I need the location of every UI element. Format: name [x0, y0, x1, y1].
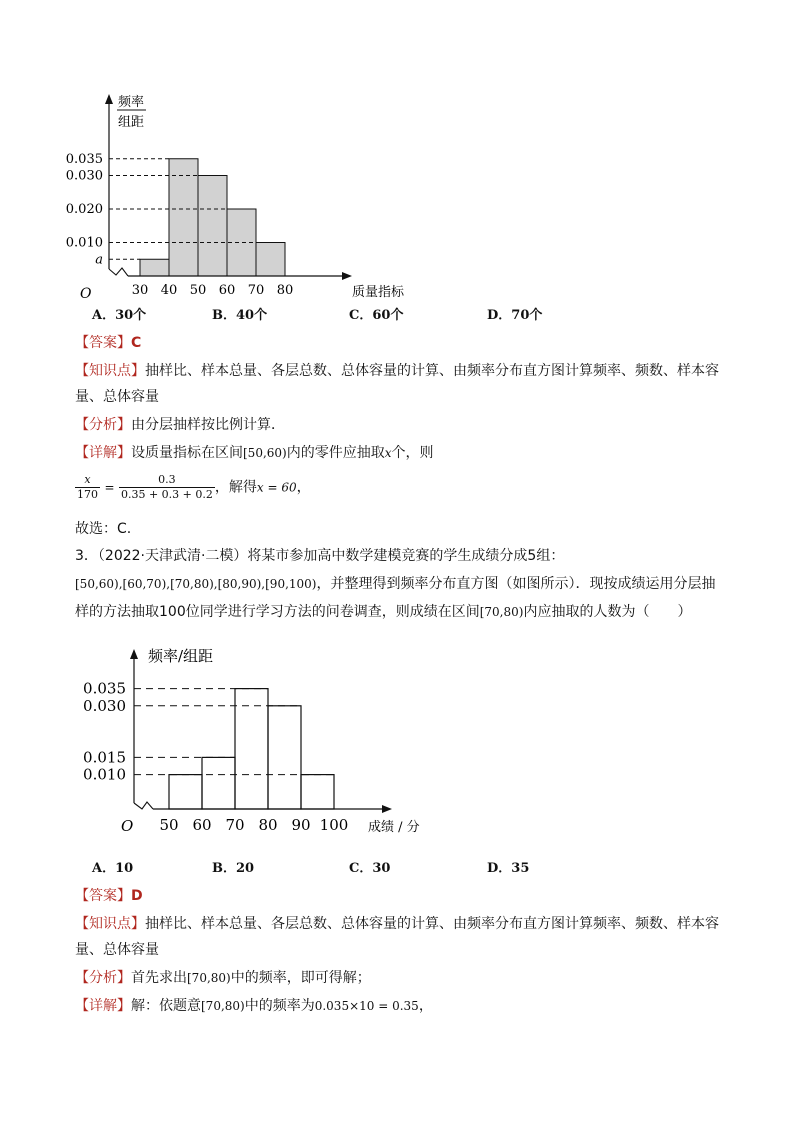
y-axis-arrow: [105, 94, 113, 104]
ylabel-top: 频率: [118, 95, 145, 110]
y-tick-label: 0.030: [83, 696, 126, 715]
q3-stem-line1: 3．（2022·天津武清·二模）将某市参加高中数学建模竞赛的学生成绩分成5组：: [75, 548, 565, 564]
bar-[30,40): [140, 259, 169, 276]
bar-[50,60): [198, 176, 227, 277]
bar-[50,60): [169, 775, 202, 809]
analysis-line: 【分析】由分层抽样按比例计算．: [75, 417, 285, 433]
origin-label: O: [80, 286, 92, 302]
xlabel: 成绩 / 分: [368, 820, 420, 835]
y-tick-label: 0.020: [65, 202, 103, 217]
x-tick-label: 50: [189, 283, 207, 298]
q3-option-c: C．30: [349, 861, 391, 876]
y-tick-label: 0.010: [83, 765, 126, 784]
x-tick-label: 100: [319, 816, 349, 834]
axis-break: [134, 802, 153, 809]
q3-answer-line: 【答案】D: [75, 888, 143, 904]
axis-break: [109, 268, 128, 276]
x-tick-label: 70: [247, 283, 265, 298]
x-tick-label: 40: [160, 283, 178, 298]
x-tick-label: 90: [291, 816, 311, 834]
answer-line: 【答案】C: [75, 335, 142, 351]
bar-[60,70): [202, 757, 235, 809]
x-tick-label: 30: [131, 283, 149, 298]
detail-line: 【详解】设质量指标在区间[50,60)内的零件应抽取x个，则: [75, 445, 434, 461]
q3-detail-line: 【详解】解：依题意[70,80)中的频率为0.035×10 = 0.35，: [75, 998, 433, 1014]
bar-[70,80): [235, 689, 268, 809]
histogram-scores: [80, 642, 440, 842]
q3-knowledge-line: 【知识点】抽样比、样本总量、各层总数、总体容量的计算、由频率分布直方图计算频率、频数、样本容: [75, 916, 719, 932]
equation-line: $\frac{x}{170}$ = $\frac{0.3}{0.35 + 0.3 + 0.2}$ ，解得x = 60，: [77, 473, 311, 501]
x-tick-label: 60: [218, 283, 236, 298]
x-tick-label: 70: [225, 816, 245, 834]
histogram-quality: [60, 88, 405, 303]
y-tick-label: 0.035: [65, 151, 103, 167]
y-tick-label: a: [95, 252, 103, 268]
q3-knowledge-line-2: 量、总体容量: [75, 942, 159, 958]
x-tick-label: 80: [276, 283, 294, 298]
bar-[70,80): [256, 243, 285, 277]
ylabel: 频率/组距: [148, 647, 214, 665]
x-axis-arrow: [342, 272, 352, 280]
xlabel: 质量指标: [352, 285, 405, 300]
knowledge-line-2: 量、总体容量: [75, 389, 159, 405]
option-a: A．30个: [92, 308, 147, 323]
y-tick-label: 0.015: [83, 748, 126, 767]
bar-[90,100): [301, 775, 334, 809]
y-tick-label: 0.030: [65, 168, 103, 184]
y-tick-label: 0.010: [65, 235, 103, 251]
option-b: B．40个: [212, 308, 268, 323]
origin-label: O: [121, 817, 134, 835]
y-tick-label: 0.035: [83, 679, 126, 698]
x-axis-arrow: [382, 805, 392, 813]
bar-[80,90): [268, 706, 301, 809]
x-tick-label: 80: [258, 816, 278, 834]
q3-option-b: B．20: [212, 861, 255, 876]
bar-[40,50): [169, 159, 198, 276]
q3-stem-line2: [50,60),[60,70),[70,80),[80,90),[90,100)，并整理得到频率分布直方图（如图所示）．现按成绩运用分层抽: [75, 576, 716, 592]
ylabel-bottom: 组距: [118, 115, 145, 130]
option-d: D．70个: [487, 308, 543, 323]
knowledge-line: 【知识点】抽样比、样本总量、各层总数、总体容量的计算、由频率分布直方图计算频率、频数、样本容: [75, 363, 719, 379]
y-axis-arrow: [130, 649, 138, 659]
q3-option-d: D．35: [487, 861, 530, 876]
q3-stem-line3: 样的方法抽取100位同学进行学习方法的问卷调查，则成绩在区间[70,80)内应抽取的人数为（ ）: [75, 604, 692, 620]
x-tick-label: 60: [192, 816, 212, 834]
x-tick-label: 50: [159, 816, 179, 834]
q3-analysis-line: 【分析】首先求出[70,80)中的频率，即可得解；: [75, 970, 371, 986]
option-c: C．60个: [349, 308, 404, 323]
q3-option-a: A．10: [92, 861, 134, 876]
choose-line: 故选：C.: [75, 521, 132, 537]
